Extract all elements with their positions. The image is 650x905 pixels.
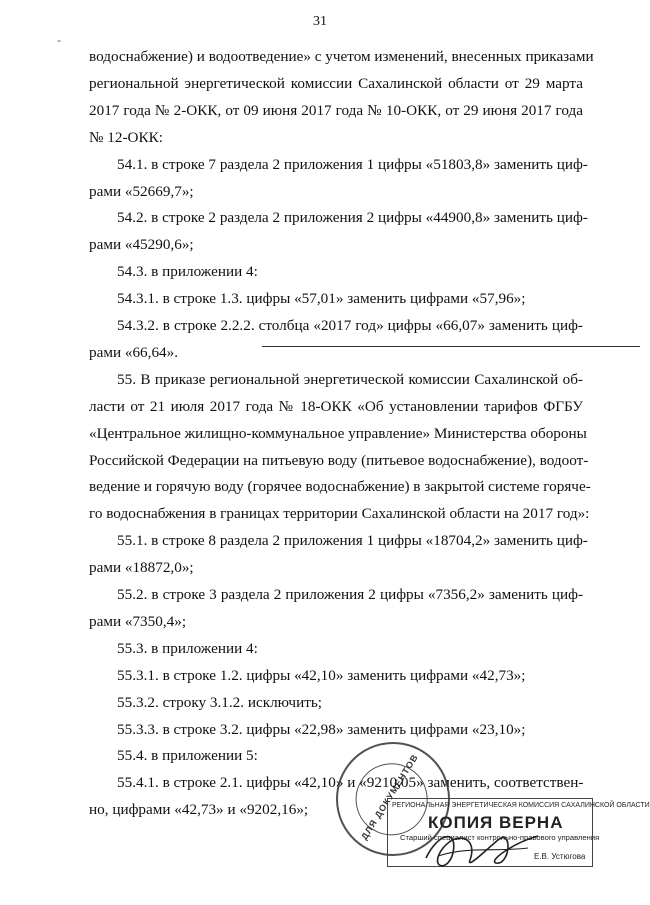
text-line: Российской Федерации на питьевую воду (питьевое водоснабжение), водоот- [89, 451, 589, 469]
text-line: ласти от 21 июля 2017 года № 18-ОКК «Об установлении тарифов ФГБУ [89, 397, 583, 415]
strikethrough-line [262, 346, 640, 347]
text-line: рами «18872,0»; [89, 559, 194, 577]
corner-mark: - [57, 33, 61, 47]
text-line: региональной энергетической комиссии Сахалинской области от 29 марта [89, 74, 583, 92]
text-line: 54.1. в строке 7 раздела 2 приложения 1 цифры «51803,8» заменить циф- [117, 155, 588, 173]
text-line: 54.3. в приложении 4: [117, 263, 258, 281]
text-line: 55.3.1. в строке 1.2. цифры «42,10» заменить цифрами «42,73»; [117, 666, 526, 684]
text-line: 55.3.3. в строке 3.2. цифры «22,98» заменить цифрами «23,10»; [117, 720, 526, 738]
text-line: 55. В приказе региональной энергетической комиссии Сахалинской об- [117, 370, 583, 388]
text-line: 55.1. в строке 8 раздела 2 приложения 1 цифры «18704,2» заменить циф- [117, 532, 588, 550]
text-line: 54.3.1. в строке 1.3. цифры «57,01» заменить цифрами «57,96»; [117, 290, 526, 308]
text-line: но, цифрами «42,73» и «9202,16»; [89, 801, 309, 819]
text-line: рами «7350,4»; [89, 612, 187, 630]
text-line: рами «45290,6»; [89, 236, 194, 254]
text-line: го водоснабжения в границах территории Сахалинской области на 2017 год»: [89, 505, 590, 523]
text-line: 55.2. в строке 3 раздела 2 приложения 2 цифры «7356,2» заменить циф- [117, 586, 583, 603]
stamp-position: Старший специалист контрольно-правового управления [400, 833, 600, 842]
signature [418, 818, 558, 878]
text-line: 55.4.1. в строке 2.1. цифры «42,10» и «9210,05» заменить, соответствен- [117, 774, 584, 792]
stamp-title: КОПИЯ ВЕРНА [428, 813, 564, 832]
text-line: рами «52669,7»; [89, 182, 194, 200]
text-line: 54.3.2. в строке 2.2.2. столбца «2017 год» цифры «66,07» заменить циф- [117, 317, 583, 334]
text-line: рами «66,64». [89, 343, 179, 361]
text-line: ведение и горячую воду (горячее водоснабжение) в закрытой системе горяче- [89, 478, 591, 496]
stamp-name: Е.В. Устюгова [534, 852, 586, 861]
stamp-organization: РЕГИОНАЛЬНАЯ ЭНЕРГЕТИЧЕСКАЯ КОМИССИЯ САХАЛИНСКОЙ ОБЛАСТИ [392, 802, 650, 809]
text-line: 2017 года № 2-ОКК, от 09 июня 2017 года № 10-ОКК, от 29 июня 2017 года [89, 101, 583, 119]
text-line: «Центральное жилищно-коммунальное управление» Министерства обороны [89, 424, 587, 442]
text-line: 54.2. в строке 2 раздела 2 приложения 2 цифры «44900,8» заменить циф- [117, 209, 588, 227]
text-line: водоснабжение) и водоотведение» с учетом изменений, внесенных приказами [89, 48, 594, 65]
text-line: 55.4. в приложении 5: [117, 747, 258, 765]
round-stamp-text: ДЛЯ ДОКУМЕНТОВ [359, 752, 421, 842]
text-line: № 12-ОКК: [89, 128, 163, 146]
text-line: 55.3.2. строку 3.1.2. исключить; [117, 693, 322, 711]
text-line: 55.3. в приложении 4: [117, 639, 258, 657]
page-number: 31 [313, 14, 327, 29]
